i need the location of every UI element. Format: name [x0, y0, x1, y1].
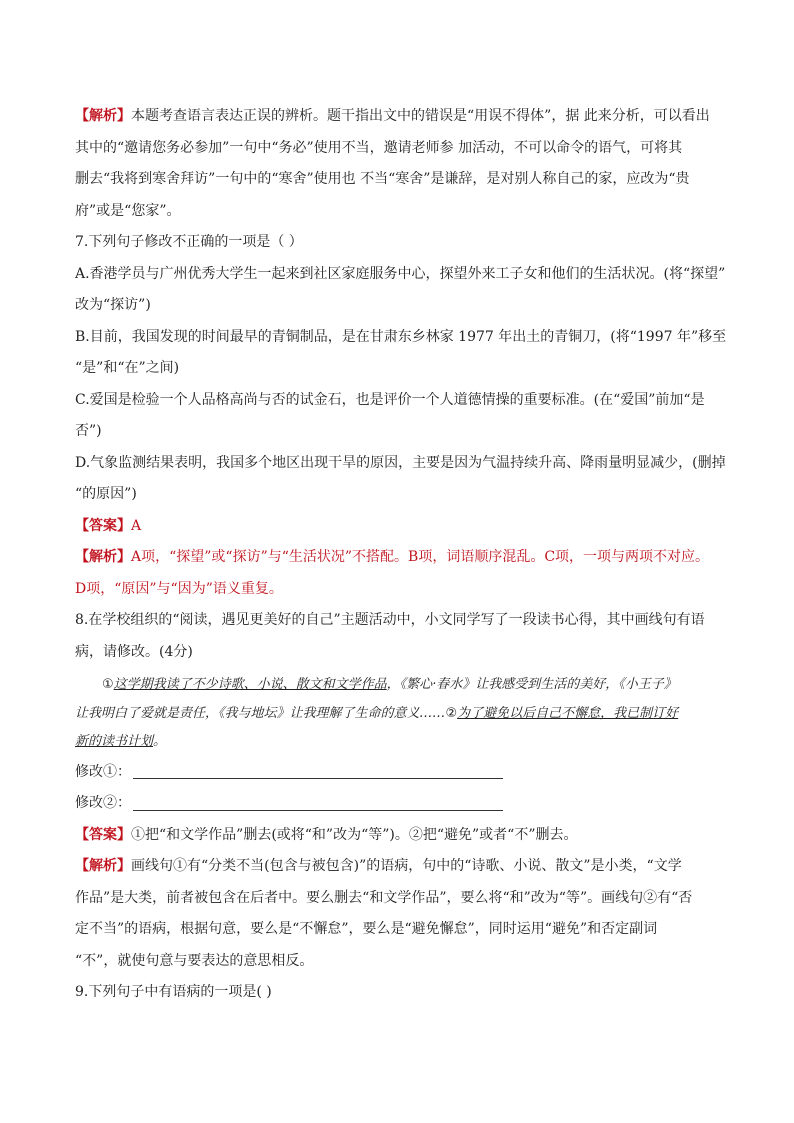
question-7: [75, 227, 735, 605]
fix-1-label: 修改①：: [75, 763, 131, 780]
question-stem: 7.下列句子修改不正确的一项是（ ）: [75, 234, 303, 250]
answer-text: A: [131, 517, 142, 534]
answer-tag: 【答案】: [75, 517, 131, 534]
option-a-cont: 改为“探访”): [75, 297, 151, 313]
underlined-sentence-2-cont: 新的读书计划: [75, 734, 154, 749]
underlined-sentence-2: 为了避免以后自己不懈怠，我已制订好: [457, 705, 679, 721]
analysis-line: 府”或是“您家”。: [75, 202, 181, 219]
passage-text: 。: [153, 734, 167, 749]
passage-text: 让我明白了爱就是责任，《我与地坛》让我理解了生命的意义……②: [75, 705, 458, 721]
question-stem: 9.下列句子中有语病的一项是( ): [75, 984, 272, 1000]
document-content: [75, 101, 735, 1009]
fix-2-label: 修改②：: [75, 795, 131, 811]
option-d: D.气象监测结果表明，我国多个地区出现干旱的原因，主要是因为气温持续升高、降雨量明显减少，(删掉: [75, 454, 726, 471]
analysis-line: 作品”是大类，前者被包含在后者中。要么删去“和文学作品”，要么将“和”改为“等”。画线句②有“否: [75, 889, 693, 906]
passage-mark: ①: [102, 677, 114, 692]
analysis-tag: 【解析】: [75, 549, 131, 565]
question-stem: 8.在学校组织的“阅读，遇见更美好的自己”主题活动中，小文同学写了一段读书心得，其中画线句有语: [75, 612, 705, 628]
analysis-line: 本题考查语言表达正误的辨析。题干指出文中的错误是“用误不得体”，据 此来分析，可以看出: [131, 108, 710, 124]
analysis-line: 其中的“邀请您务必参加”一句中“务必”使用不当，邀请老师参 加活动，不可以命令的语气，可将其: [75, 139, 683, 156]
option-d-cont: “的原因”): [75, 486, 137, 502]
analysis-line: 删去“我将到寒舍拜访”一句中的“寒舍”使用也 不当“寒舍”是谦辞，是对别人称自己的家，应改为“贵: [75, 171, 690, 187]
analysis-line: 定不当”的语病，根据句意，要么是“不懈怠”，要么是“避免懈怠”，同时运用“避免”和否定副词: [75, 921, 658, 937]
reading-note-passage: [75, 671, 735, 757]
option-a: A.香港学员与广州优秀大学生一起来到社区家庭服务中心，探望外来工子女和他们的生活状况。(将“探望”: [75, 265, 726, 282]
fix-2-answer-line[interactable]: [133, 796, 503, 811]
fix-1-answer-line[interactable]: [133, 764, 503, 779]
passage-text: ，《繁心·春水》让我感受到生活的美好，《小王子》: [386, 677, 677, 692]
option-c-cont: 否”): [75, 423, 102, 439]
question-8: [75, 605, 735, 977]
underlined-sentence-1: 这学期我读了不少诗歌、小说、散文和文学作品: [113, 677, 387, 692]
analysis-line: 画线句①有“分类不当(包含与被包含)”的语病，句中的“诗歌、小说、散文”是小类，“文学: [131, 858, 682, 874]
option-b-cont: “是”和“在”之间): [75, 360, 180, 376]
option-c: C.爱国是检验一个人品格高尚与否的试金石，也是评价一个人道德情操的重要标准。(在“爱国”前加“是: [75, 391, 705, 408]
question-stem-cont: 病，请修改。(4分): [75, 643, 193, 660]
answer-tag: 【答案】: [75, 826, 131, 843]
analysis-line: D项，“原因”与“因为”语义重复。: [75, 580, 283, 597]
option-b: B.目前，我国发现的时间最早的青铜制品，是在甘肃东乡林家 1977 年出土的青铜刀，(将“1997 年”移至: [75, 328, 727, 345]
analysis-line: “不”，就使句意与要表达的意思相反。: [75, 952, 314, 969]
analysis-tag: 【解析】: [75, 858, 131, 874]
answer-text: ①把“和文学作品”删去(或将“和”改为“等”)。②把“避免”或者“不”删去。: [131, 826, 578, 843]
question-9: [75, 977, 735, 1009]
analysis-line: A项，“探望”或“探访”与“生活状况”不搭配。B项，词语顺序混乱。C项，一项与两项不对应。: [131, 549, 710, 565]
analysis-block-top: [75, 101, 735, 227]
analysis-tag: 【解析】: [75, 108, 131, 124]
